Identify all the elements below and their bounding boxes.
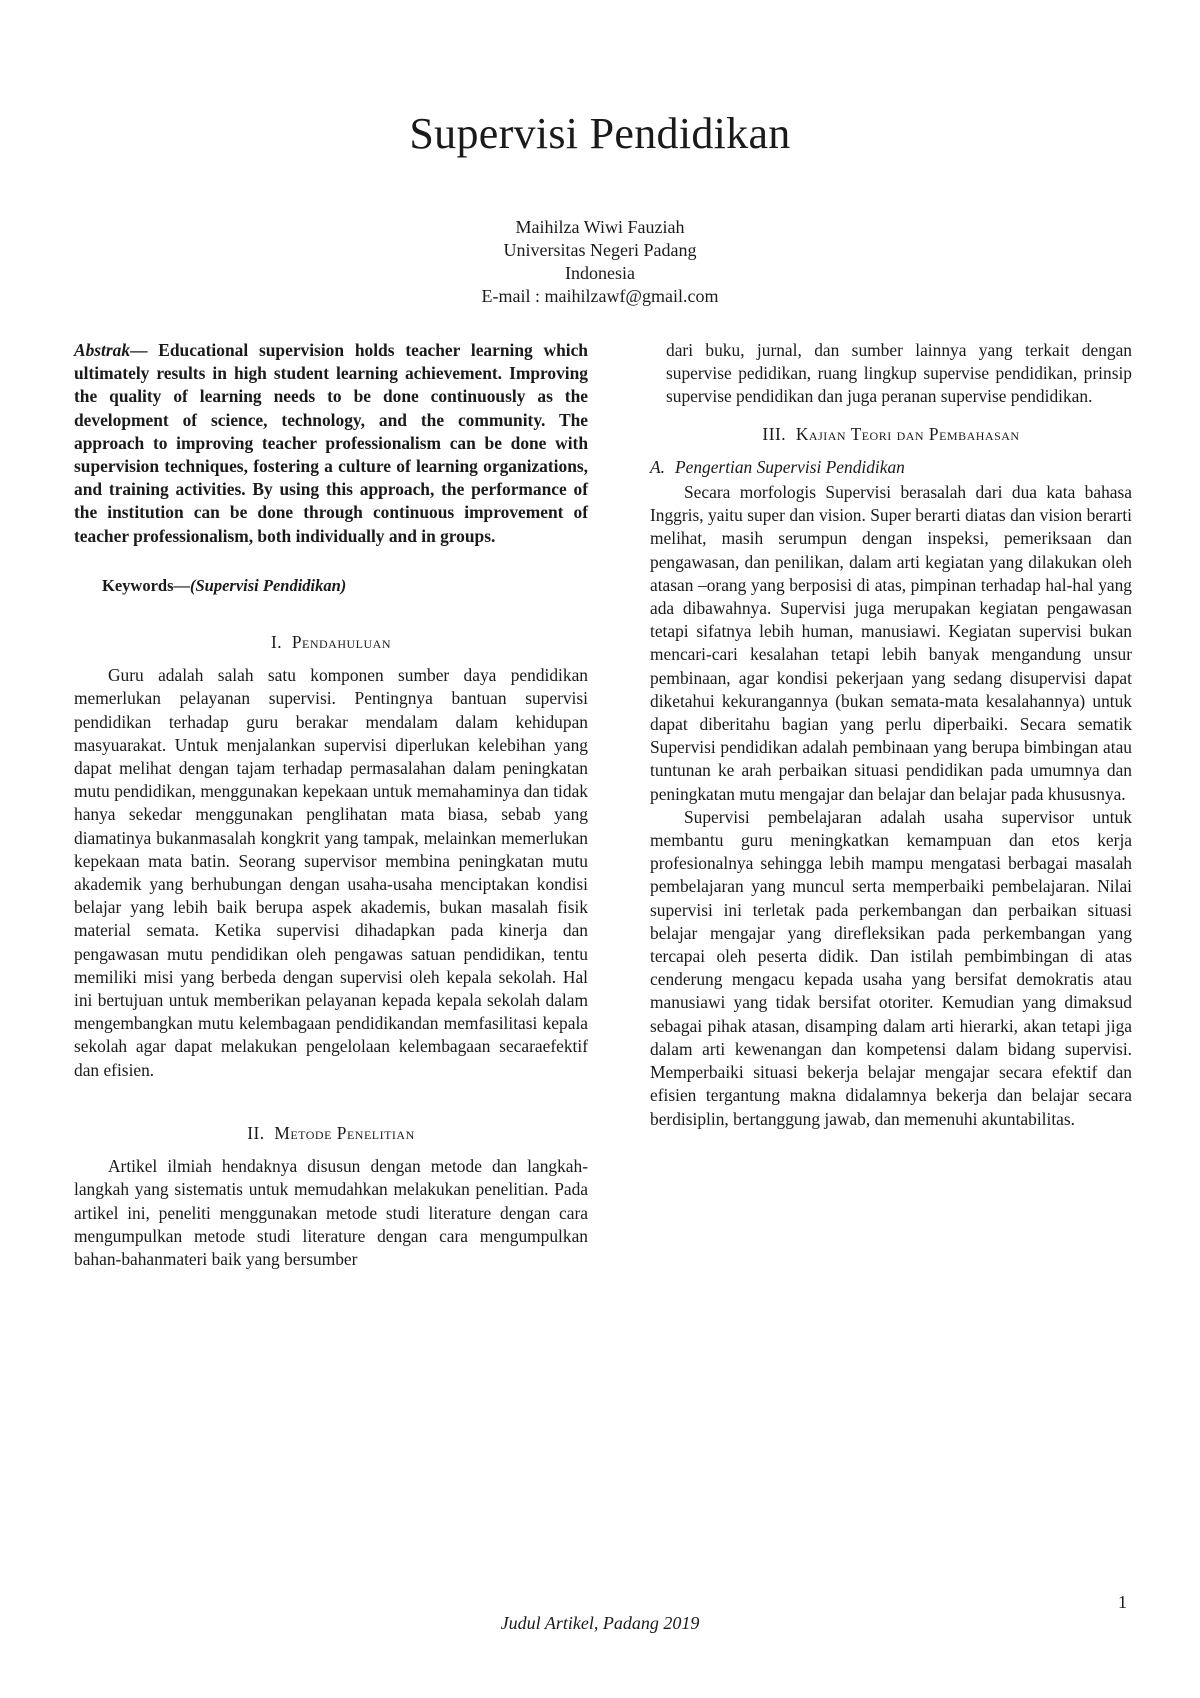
keywords-value: (Supervisi Pendidikan)	[190, 575, 347, 595]
section-heading-metode	[74, 1122, 588, 1145]
paragraph: Artikel ilmiah hendaknya disusun dengan metode dan langkah-langkah yang sistematis untuk memudahkan melakukan penelitian. Pada artikel ini, peneliti menggunakan metode studi literature dengan cara mengumpulkan metode studi literature dengan cara mengumpulkan bahan-bahanmateri baik yang bersumber	[74, 1156, 588, 1269]
section-number: III.	[762, 423, 787, 444]
keywords	[102, 574, 588, 597]
section-number: I.	[270, 632, 283, 653]
section-title: Kajian Teori dan Pembahasan	[795, 423, 1020, 444]
section-title: Metode Penelitian	[274, 1122, 415, 1143]
subsection-heading-a	[650, 456, 1132, 479]
paragraph: Supervisi pembelajaran adalah usaha supervisor untuk membantu guru meningkatkan kemampuan dan etos kerja profesionalnya sehingga lebih mampu mengatasi berbagai masalah pembelajaran yang muncul serta memperbaiki pembelajaran. Nilai supervisi ini terletak pada perkembangan dan perbaikan situasi belajar mengajar yang direfleksikan pada perkembangan yang tercapai oleh peserta didik. Dan istilah pembimbingan di atas cenderung mengacu kepada usaha yang bersifat demokratis atau manusiawi yang tidak bersifat otoriter. Kemudian yang dimaksud sebagai pihak atasan, disamping dalam arti hierarki, akan tetapi jiga dalam arti kewenangan dan kompetensi dalam bidang supervisi. Memperbaiki situasi bekerja belajar mengajar secara efektif dan efisien tergantung makna didalamnya bekerja dan belajar secara berdisiplin, bertanggung jawab, dan memenuhi akuntabilitas.	[650, 806, 1132, 1129]
page-footer: Judul Artikel, Padang 2019	[500, 1613, 700, 1633]
paragraph-continuation: dari buku, jurnal, dan sumber lainnya yang terkait dengan supervise pedidikan, ruang lingkup supervise pendidikan, prinsip supervise pendidikan dan juga peranan supervise pendidikan.	[666, 340, 1132, 407]
author-name: Maihilza Wiwi Fauziah	[515, 217, 685, 237]
author-block	[0, 216, 1200, 308]
abstract-label: Abstrak	[74, 340, 131, 360]
abstract	[74, 339, 588, 548]
abstract-dash: —	[130, 340, 159, 360]
author-country: Indonesia	[565, 263, 635, 283]
right-column	[650, 339, 1132, 1131]
section-number: II.	[247, 1122, 265, 1143]
section-heading-kajian	[650, 423, 1132, 446]
subsection-title: Pengertian Supervisi Pendidikan	[674, 456, 905, 477]
author-affiliation: Universitas Negeri Padang	[503, 240, 697, 260]
abstract-text: Educational supervision holds teacher learning which ultimately results in high student learning achievement. Improving the quality of learning needs to be done continuously as the development of science, technology, and the community. The approach to improving teacher professionalism can be done with supervision techniques, fostering a culture of learning organizations, and training activities. By using this approach, the performance of the institution can be done through continuous improvement of teacher professionalism, both individually and in groups.	[74, 340, 588, 546]
keywords-label: Keywords—	[102, 575, 190, 595]
page-number: 1	[1118, 1592, 1127, 1612]
section-title: Pendahuluan	[291, 632, 391, 653]
left-column	[74, 339, 588, 1271]
author-email: E-mail : maihilzawf@gmail.com	[481, 286, 719, 306]
section-heading-pendahuluan	[74, 631, 588, 654]
paper-title: Supervisi Pendidikan	[409, 109, 791, 158]
paragraph: Guru adalah salah satu komponen sumber daya pendidikan memerlukan pelayanan supervisi. Pentingnya bantuan supervisi pendidikan terhadap guru berakar mendalam dalam kehidupan masyuarakat. Untuk menjalankan supervisi diperlukan kelebihan yang dapat melihat dengan tajam terhadap permasalahan dalam peningkatan mutu pendidikan, menggunakan kepekaan untuk memahaminya dan tidak hanya sekedar menggunakan penglihatan mata biasa, sebab yang diamatinya bukanmasalah kongkrit yang tampak, melainkan memerlukan kepekaan mata batin. Seorang supervisor membina peningkatan mutu akademik yang berhubungan dengan usaha-usaha menciptakan kondisi belajar yang lebih baik berupa aspek akademis, bukan masalah fisik material semata. Ketika supervisi dihadapkan pada kinerja dan pengawasan mutu pendidikan oleh pengawas satuan pendidikan, tentu memiliki misi yang berbeda dengan supervisi oleh kepala sekolah. Hal ini bertujuan untuk memberikan pelayanan kepada kepala sekolah dalam mengembangkan mutu kelembagaan pendidikandan memfasilitasi kepala sekolah agar dapat melakukan pengelolaan kelembagaan secaraefektif dan efisien.	[74, 665, 588, 1080]
subsection-letter: A.	[650, 456, 665, 477]
paragraph: Secara morfologis Supervisi berasalah dari dua kata bahasa Inggris, yaitu super dan vision. Super berarti diatas dan vision berarti melihat, masih serumpun dengan inspeksi, pemeriksaan dan pengawasan, dan penilikan, dalam arti kegiatan yang dilakukan oleh atasan –orang yang berposisi di atas, pimpinan terhadap hal-hal yang ada dibawahnya. Supervisi juga merupakan kegiatan pengawasan tetapi sifatnya lebih human, manusiawi. Kegiatan supervisi bukan mencari-cari kesalahan tetapi lebih banyak mengandung unsur pembinaan, agar kondisi pekerjaan yang sedang disupervisi dapat diketahui kekurangannya (bukan semata-mata kesalahannya) untuk dapat diberitahu bagian yang perlu diperbaiki. Secara sematik Supervisi pendidikan adalah pembinaan yang berupa bimbingan atau tuntunan ke arah perbaikan situasi pendidikan pada umumnya dan peningkatan mutu mengajar dan belajar dan belajar pada khususnya.	[650, 482, 1132, 804]
